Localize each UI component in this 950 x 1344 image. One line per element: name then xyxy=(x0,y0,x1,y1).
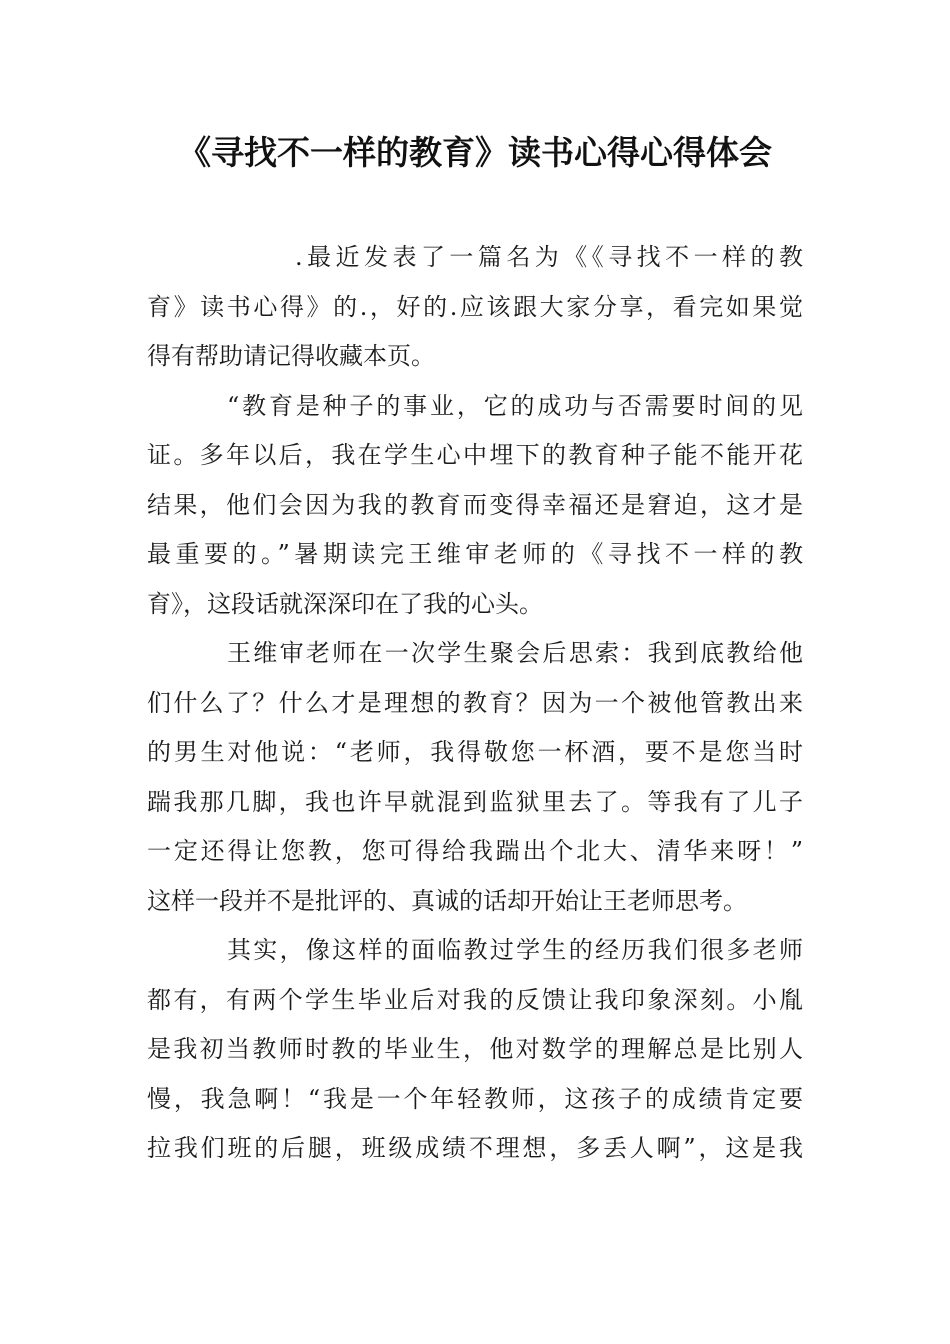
text-line: 结果，他们会因为我的教育而变得幸福还是窘迫，这才是 xyxy=(147,490,803,519)
document-body xyxy=(147,233,803,1174)
text-line: 最重要的。”暑期读完王维审老师的《寻找不一样的教 xyxy=(147,540,803,568)
text-line: 踹我那几脚，我也许早就混到监狱里去了。等我有了儿子 xyxy=(147,787,803,816)
paragraph xyxy=(147,926,803,1174)
text-line: 们什么了？什么才是理想的教育？因为一个被他管教出来 xyxy=(147,688,803,717)
text-line: 育》读书心得》的.，好的.应该跟大家分享，看完如果觉 xyxy=(147,292,803,321)
text-line: 得有帮助请记得收藏本页。 xyxy=(147,342,435,370)
document-title: 《寻找不一样的教育》读书心得心得体会 xyxy=(178,133,772,172)
text-line: 其实，像这样的面临教过学生的经历我们很多老师 xyxy=(227,936,803,964)
text-line: 一定还得让您教，您可得给我踹出个北大、清华来呀！” xyxy=(147,837,803,865)
text-line: 拉我们班的后腿，班级成绩不理想，多丢人啊”，这是我 xyxy=(147,1134,803,1162)
text-line: “教育是种子的事业，它的成功与否需要时间的见 xyxy=(227,391,803,420)
text-line: 都有，有两个学生毕业后对我的反馈让我印象深刻。小胤 xyxy=(147,985,803,1014)
text-line: .最近发表了一篇名为《《寻找不一样的教 xyxy=(295,243,803,271)
text-line: 证。多年以后，我在学生心中埋下的教育种子能不能开花 xyxy=(147,441,803,469)
text-line: 王维审老师在一次学生聚会后思索：我到底教给他 xyxy=(227,639,803,667)
text-line: 育》，这段话就深深印在了我的心头。 xyxy=(147,589,543,618)
paragraph xyxy=(147,233,803,382)
text-line: 这样一段并不是批评的、真诚的话却开始让王老师思考。 xyxy=(147,886,747,915)
text-line: 是我初当教师时教的毕业生，他对数学的理解总是比别人 xyxy=(147,1035,803,1063)
paragraph xyxy=(147,629,803,926)
text-line: 慢，我急啊！“我是一个年轻教师，这孩子的成绩肯定要 xyxy=(147,1084,803,1113)
text-line: 的男生对他说：“老师，我得敬您一杯酒，要不是您当时 xyxy=(147,738,803,766)
paragraph xyxy=(147,382,803,630)
